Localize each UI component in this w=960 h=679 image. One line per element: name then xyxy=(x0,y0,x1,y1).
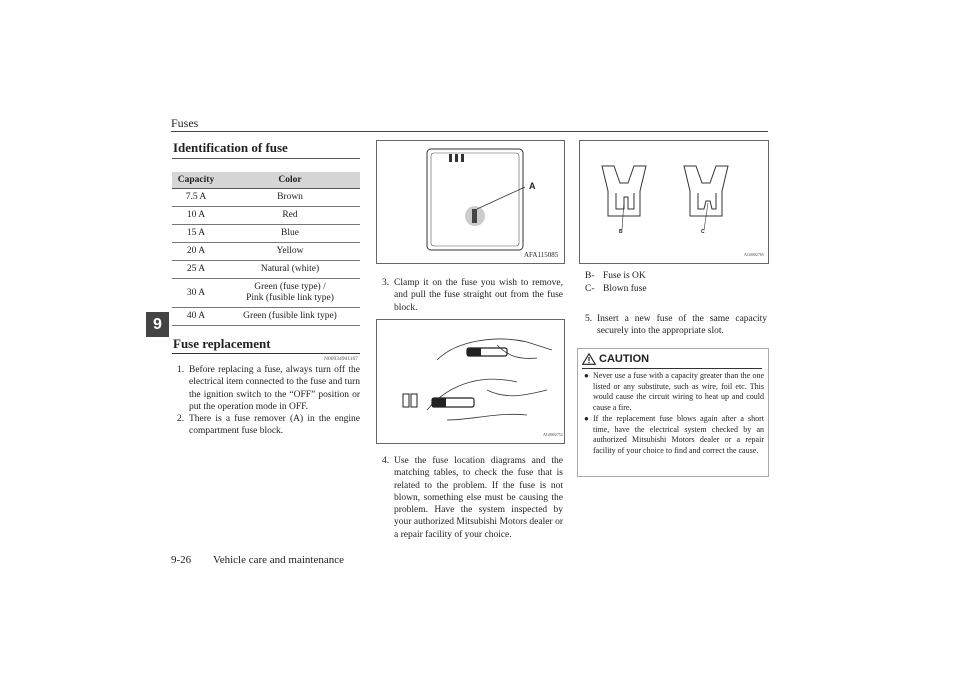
list-item xyxy=(382,277,563,314)
legend-key: C- xyxy=(585,284,595,294)
section-heading-replacement: Fuse replacement xyxy=(173,336,271,351)
legend-text: Fuse is OK xyxy=(603,271,646,281)
table-header-color: Color xyxy=(220,172,360,189)
chapter-title: Vehicle care and maintenance xyxy=(213,554,345,566)
callout-c-label: C xyxy=(701,229,705,235)
step-text: Before replacing a fuse, always turn off the electrical item connected to the fuse and turn the ignition switch to the “OFF” position or put the operation mode in OFF. xyxy=(189,365,360,412)
page-header-title: Fuses xyxy=(171,116,199,130)
step-text: Use the fuse location diagrams and the matching tables, to check the fuse that is related to the problem. If the fuse is not blown, something else must be causing the problem. Have the system inspected by your authorized Mitsubishi Motors dealer or a repair facility of your choice. xyxy=(394,456,563,540)
table-cell-color: Yellow xyxy=(220,243,360,261)
figure-code: AG0002765 xyxy=(744,252,764,257)
table-cell-color-line: Green (fuse type) / xyxy=(254,282,326,292)
table-cell-capacity: 30 A xyxy=(172,279,220,308)
fuse-block-drawing xyxy=(377,141,564,263)
table-cell-capacity: 40 A xyxy=(172,308,220,326)
step-4 xyxy=(382,455,563,541)
bullet-icon: ● xyxy=(584,371,589,380)
table-cell-capacity: 25 A xyxy=(172,261,220,279)
table-row xyxy=(172,189,360,207)
caution-body xyxy=(584,371,764,457)
caution-header xyxy=(582,353,649,365)
table-cell-capacity: 10 A xyxy=(172,207,220,225)
step-text: Clamp it on the fuse you wish to remove, and pull the fuse straight out from the fuse block. xyxy=(394,278,563,313)
reference-code: N00934901167 xyxy=(324,356,359,362)
warning-triangle-icon xyxy=(582,353,596,365)
step-text: There is a fuse remover (A) in the engine compartment fuse block. xyxy=(189,414,360,437)
table-cell-color: Red xyxy=(220,207,360,225)
caution-item-text: If the replacement fuse blows again after a short time, have the electrical system checked by an authorized Mitsubishi Motors dealer or a repair facility of your choice to find and correct the cause. xyxy=(593,414,764,455)
list-item xyxy=(585,313,767,338)
page-number: 9-26 xyxy=(171,554,192,566)
step-number: 2. xyxy=(177,414,185,425)
table-cell-capacity: 15 A xyxy=(172,225,220,243)
section-divider xyxy=(172,158,360,159)
table-header-row xyxy=(172,172,360,189)
bullet-icon: ● xyxy=(584,414,589,423)
caution-divider xyxy=(582,368,762,369)
fuse-condition-illustration xyxy=(579,140,769,264)
chapter-tab: 9 xyxy=(146,312,169,337)
legend-key: B- xyxy=(585,271,595,281)
table-cell-color: Green (fusible link type) xyxy=(220,308,360,326)
table-cell-color xyxy=(220,279,360,308)
table-row xyxy=(172,261,360,279)
steps-list-1 xyxy=(177,364,360,438)
table-cell-color: Blue xyxy=(220,225,360,243)
step-number: 5. xyxy=(585,314,593,324)
legend-item xyxy=(585,283,647,296)
table-cell-capacity: 7.5 A xyxy=(172,189,220,207)
fuse-color-table xyxy=(172,172,360,326)
fuse-remover-illustration xyxy=(376,319,565,444)
fuse-condition-drawing xyxy=(580,141,768,263)
legend-item xyxy=(585,270,647,283)
table-cell-color: Brown xyxy=(220,189,360,207)
fuse-remover-drawing xyxy=(377,320,564,443)
section-divider xyxy=(172,353,360,354)
caution-title: CAUTION xyxy=(599,353,650,365)
figure-code: AFA115085 xyxy=(524,251,559,259)
table-row xyxy=(172,225,360,243)
table-cell-color-line: Pink (fusible link type) xyxy=(246,293,334,303)
header-divider xyxy=(171,131,768,132)
list-item xyxy=(382,455,563,541)
step-number: 3. xyxy=(382,278,390,288)
list-item xyxy=(177,364,360,413)
list-item xyxy=(584,414,764,456)
step-number: 4. xyxy=(382,456,390,466)
callout-a-label: A xyxy=(529,181,536,191)
table-row xyxy=(172,308,360,326)
caution-item-text: Never use a fuse with a capacity greater than the one listed or any substitute, such as wire, foil etc. This would cause the circuit wiring to heat up and could cause a fire. xyxy=(593,371,764,412)
legend-text: Blown fuse xyxy=(603,284,647,294)
list-item xyxy=(584,371,764,413)
step-3 xyxy=(382,277,563,314)
list-item xyxy=(177,413,360,438)
caution-box xyxy=(577,348,769,477)
table-row xyxy=(172,243,360,261)
section-heading-identification: Identification of fuse xyxy=(173,140,288,155)
fuse-block-illustration xyxy=(376,140,565,264)
figure-legend xyxy=(585,270,647,296)
step-text: Insert a new fuse of the same capacity securely into the appropriate slot. xyxy=(597,314,767,337)
table-cell-color: Natural (white) xyxy=(220,261,360,279)
step-5 xyxy=(585,313,767,338)
figure-code: AG0002752 xyxy=(543,432,563,437)
table-cell-capacity: 20 A xyxy=(172,243,220,261)
callout-b-label: B xyxy=(619,229,623,235)
table-header-capacity: Capacity xyxy=(172,172,220,189)
table-row xyxy=(172,207,360,225)
table-row xyxy=(172,279,360,308)
step-number: 1. xyxy=(177,365,185,375)
